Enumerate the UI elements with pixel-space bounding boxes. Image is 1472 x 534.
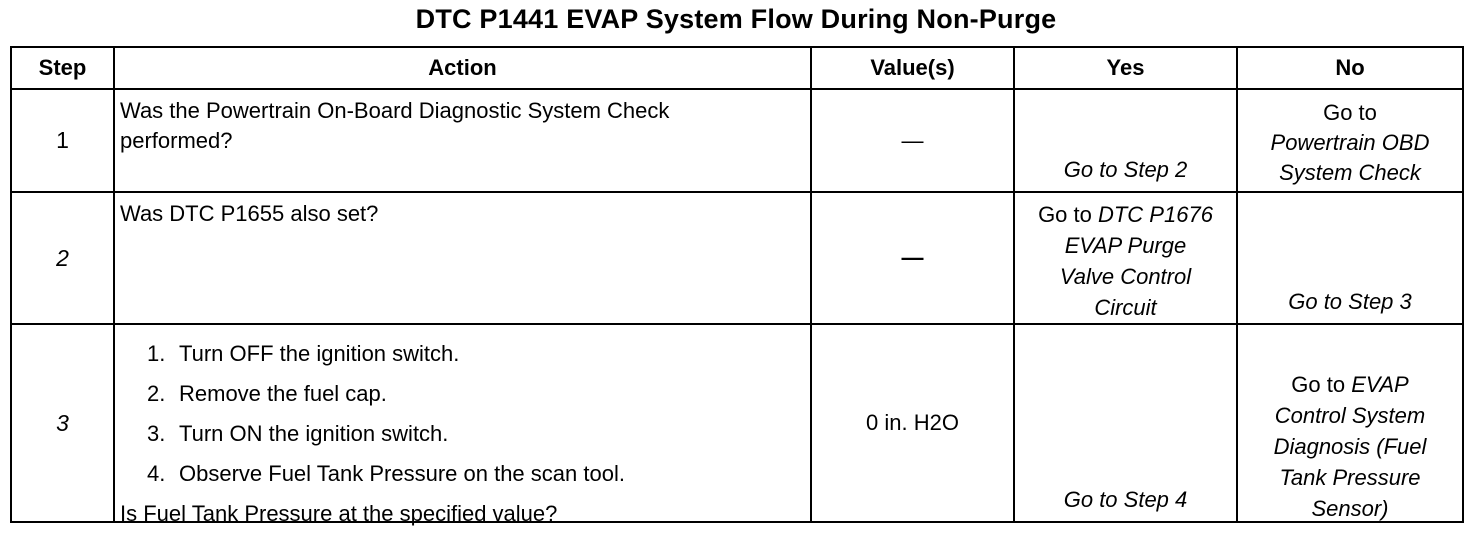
no-result: Tank Pressure: [1279, 465, 1421, 490]
action-text: Was the Powertrain On-Board Diagnostic System Check: [120, 98, 670, 123]
yes-cell: [1014, 324, 1237, 522]
value-text: 0 in. H2O: [866, 410, 959, 435]
value-text: —: [901, 245, 924, 270]
yes-cell: [1014, 192, 1237, 324]
value-cell: [811, 324, 1014, 522]
action-cell: [114, 324, 811, 526]
no-result: EVAP: [1351, 372, 1409, 397]
action-steps-list: [120, 334, 804, 534]
action-cell: [114, 192, 811, 324]
step-number: 2: [11, 192, 114, 324]
list-item-text: Observe Fuel Tank Pressure on the scan tool.: [179, 461, 625, 486]
header-action: Action: [114, 47, 811, 89]
header-row: [11, 47, 1463, 89]
table-row: [11, 192, 1463, 324]
value-cell: [811, 192, 1014, 324]
document-title: DTC P1441 EVAP System Flow During Non-Purge: [415, 4, 1057, 34]
list-item: [120, 374, 804, 414]
yes-result: Go to Step 4: [1063, 487, 1188, 512]
table-row: [11, 89, 1463, 192]
no-result: Go to: [1323, 100, 1377, 125]
yes-result: Go to Step 2: [1063, 157, 1188, 182]
header-values: Value(s): [811, 47, 1014, 89]
value-text: —: [901, 127, 924, 153]
action-cell: [114, 89, 811, 192]
no-cell: [1237, 192, 1463, 324]
value-cell: [811, 89, 1014, 192]
yes-cell: [1014, 89, 1237, 192]
header-yes: Yes: [1014, 47, 1237, 89]
list-item: [120, 454, 804, 494]
no-cell: [1237, 89, 1463, 192]
list-item-number: 3.: [147, 421, 166, 446]
list-item-text: Remove the fuel cap.: [179, 381, 387, 406]
no-result: System Check: [1279, 160, 1421, 185]
no-result: Powertrain OBD: [1270, 130, 1430, 155]
yes-result: DTC P1676: [1097, 202, 1213, 227]
list-item-number: 2.: [147, 381, 166, 406]
table-row: [11, 324, 1463, 522]
header-no: No: [1237, 47, 1463, 89]
no-cell: [1237, 324, 1463, 522]
action-text: performed?: [120, 128, 233, 153]
no-result: Go to Step 3: [1288, 289, 1412, 314]
header-step: Step: [11, 47, 114, 89]
step-number: 1: [11, 89, 114, 192]
list-item-text: Turn OFF the ignition switch.: [179, 341, 460, 366]
list-item: [120, 334, 804, 374]
action-question: Is Fuel Tank Pressure at the specified value?: [120, 501, 558, 526]
list-item: [120, 414, 804, 454]
yes-result: Circuit: [1094, 295, 1157, 320]
list-item-number: 1.: [147, 341, 166, 366]
step-number: 3: [11, 324, 114, 522]
no-result: Control System: [1274, 403, 1426, 428]
diagnostic-table: [10, 46, 1464, 526]
no-result: Diagnosis (Fuel: [1273, 434, 1427, 459]
no-result: Go to: [1291, 372, 1352, 397]
action-text: Was DTC P1655 also set?: [120, 201, 379, 226]
yes-result: EVAP Purge: [1064, 233, 1187, 258]
yes-result: Valve Control: [1059, 264, 1192, 289]
list-item-number: 4.: [147, 461, 166, 486]
no-result: Sensor): [1311, 496, 1389, 521]
list-item-text: Turn ON the ignition switch.: [179, 421, 449, 446]
yes-result: Go to: [1038, 202, 1098, 227]
